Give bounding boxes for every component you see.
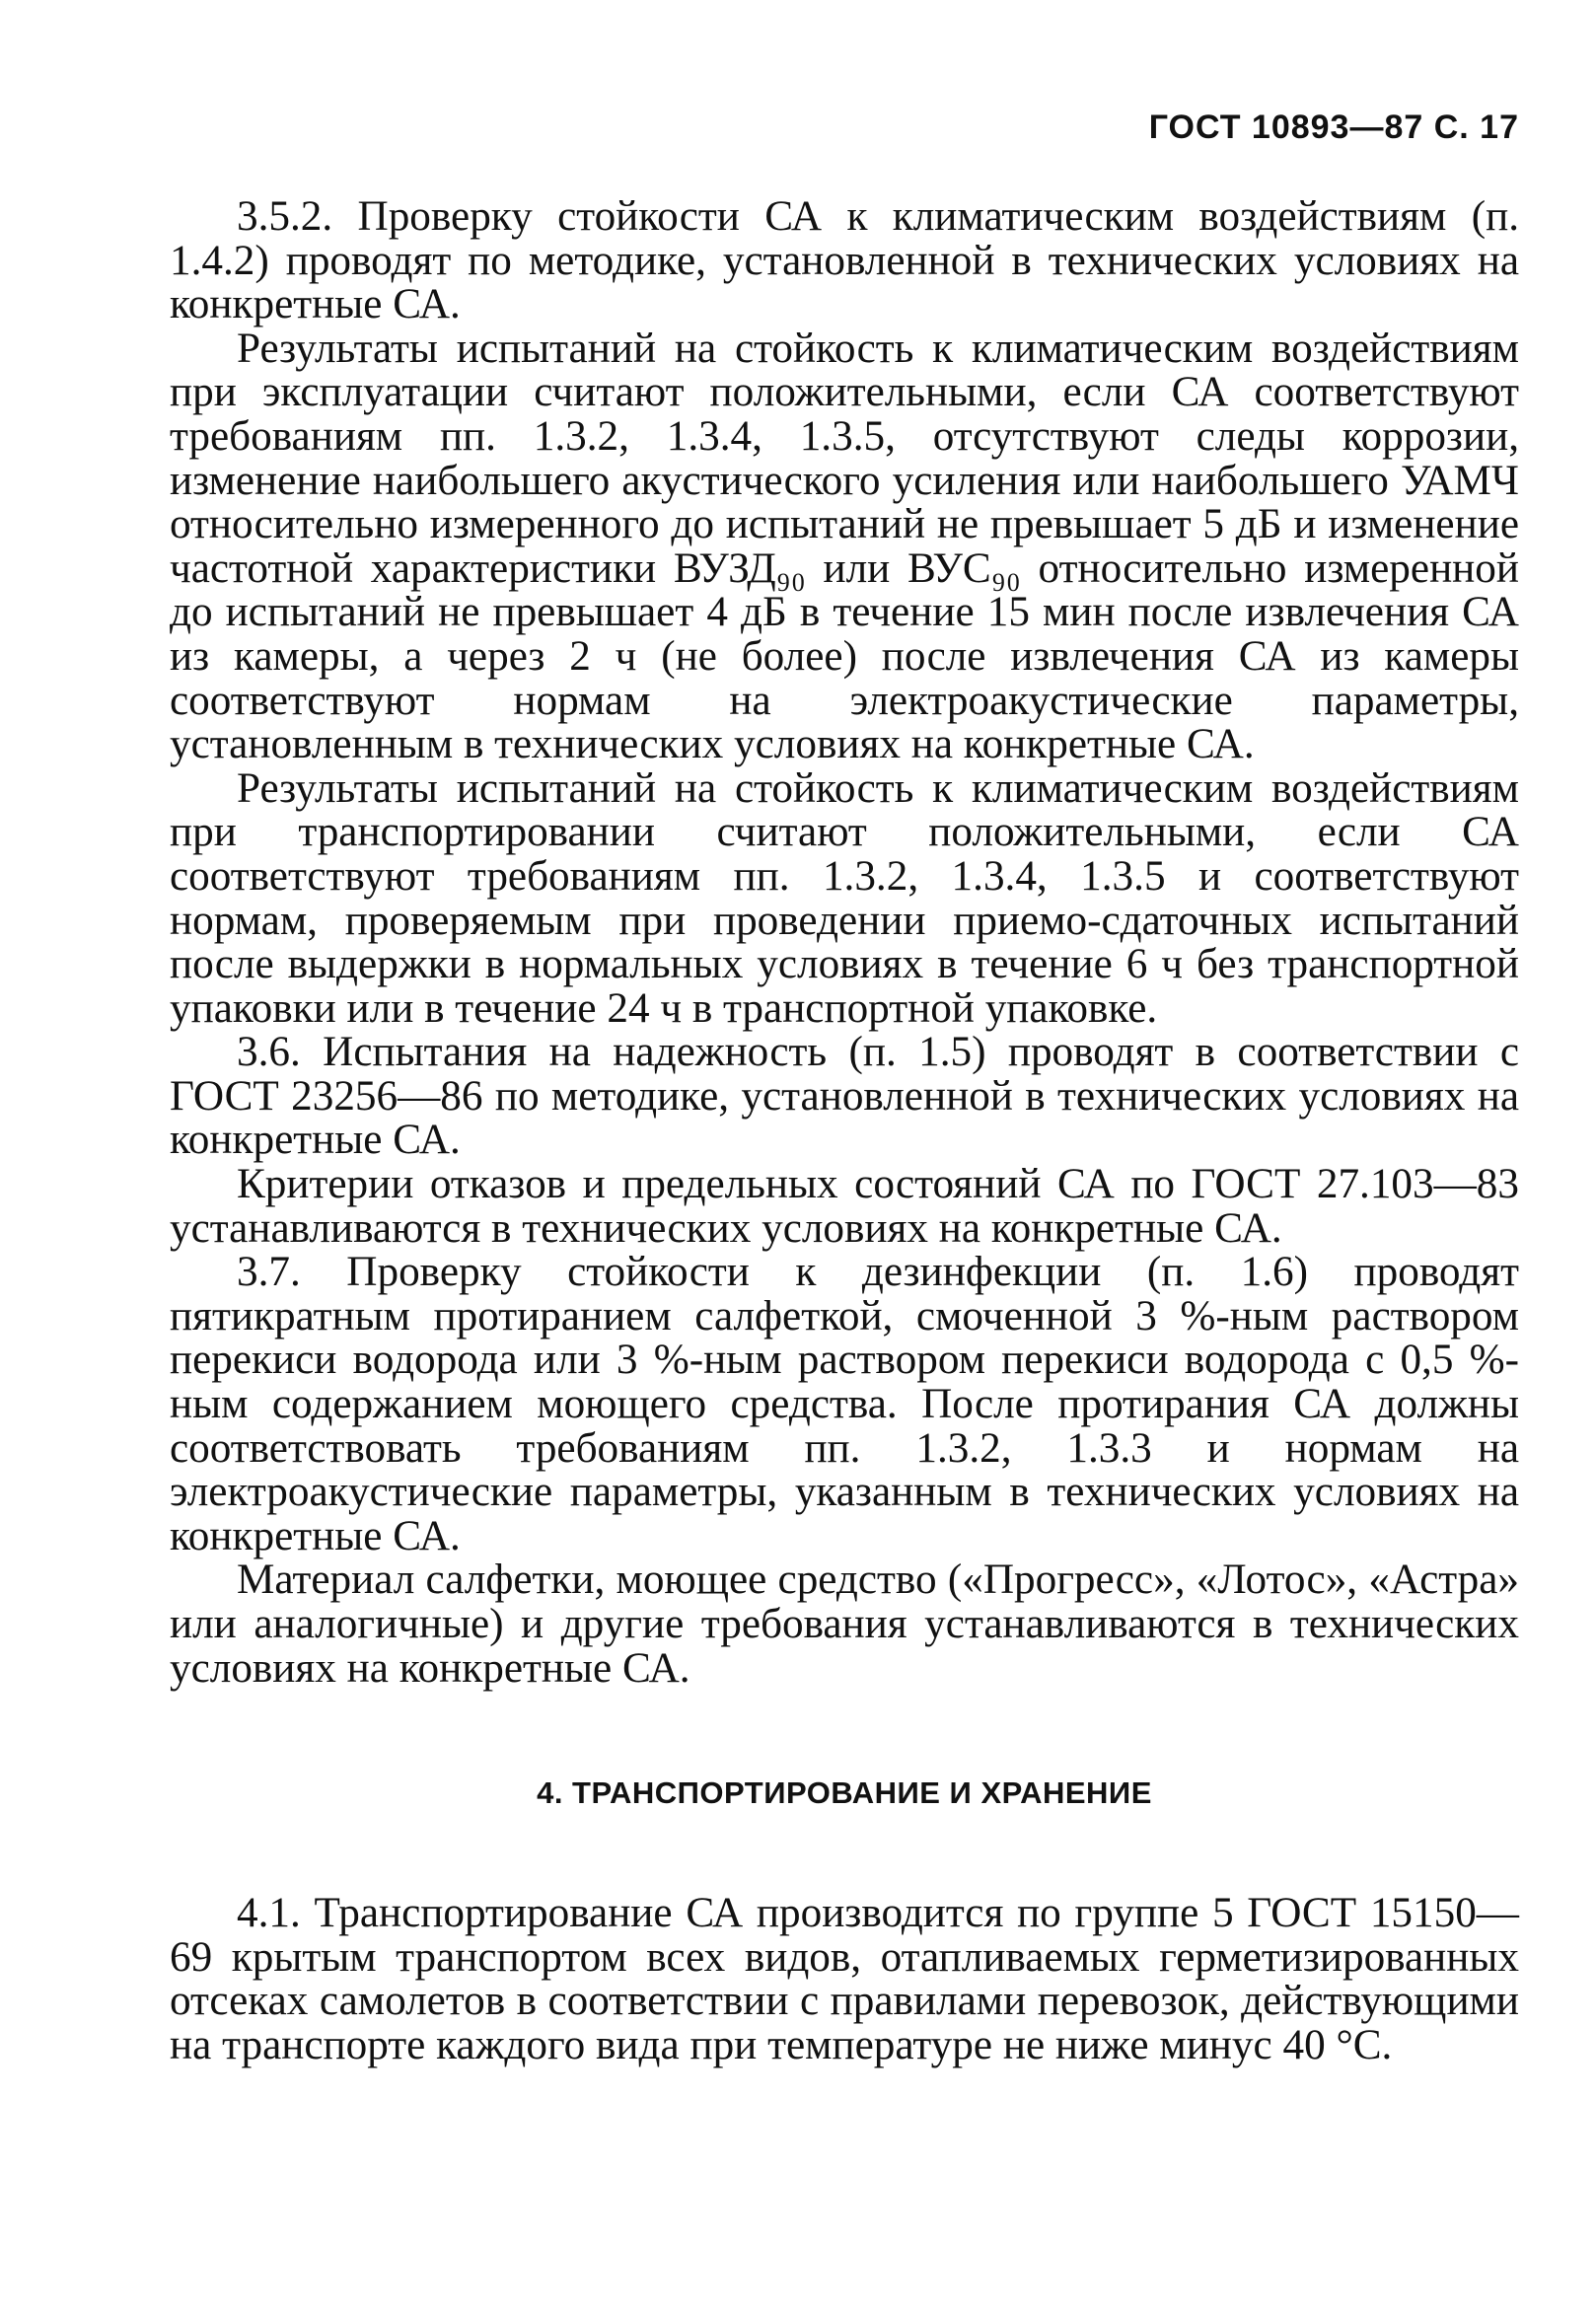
body-text (170, 195, 1519, 2068)
section-heading: 4. ТРАНСПОРТИРОВАНИЕ И ХРАНЕНИЕ (537, 1775, 1152, 1811)
paragraph-climatic-operation-results: Результаты испытаний на стойкость к климатическим воздействиям при эксплуатации считают положительными, если СА соответствуют требованиям пп. 1.3.2, 1.3.4, 1.3.5, отсутствуют следы коррозии, изменение наибольшего акустического усиления или наибольшего УАМЧ относительно измеренного до испытаний не превышает 5 дБ и изменение частотной характеристики ВУЗД₉₀ или ВУС₉₀ относительно измеренной до испытаний не превышает 4 дБ в течение 15 мин после извлечения СА из камеры, а через 2 ч (не более) после извлечения СА из камеры соответствуют нормам на электроакустические параметры, установленным в технических условиях на конкретные СА. (170, 325, 1519, 768)
paragraph-wipe-material: Материал салфетки, моющее средство («Прогресс», «Лотос», «Астра» или аналогичные) и другие требования устанавливаются в технических условиях на конкретные СА. (170, 1556, 1519, 1692)
running-header: ГОСТ 10893—87 С. 17 (1148, 109, 1519, 146)
paragraph-climatic-transport-results: Результаты испытаний на стойкость к климатическим воздействиям при транспортировании считают положительными, если СА соответствуют требованиям пп. 1.3.2, 1.3.4, 1.3.5 и соответствуют нормам, проверяемым при проведении приемо-сдаточных испытаний после выдержки в нормальных условиях в течение 6 ч без транспортной упаковки или в течение 24 ч в транспортной упаковке. (170, 764, 1519, 1032)
paragraph-4-1: 4.1. Транспортирование СА производится по группе 5 ГОСТ 15150—69 крытым транспортом всех видов, отапливаемых герметизированных отсеках самолетов в соответствии с правилами перевозок, действующими на транспорте каждого вида при температуре не ниже минус 40 °С. (170, 1890, 1519, 2068)
paragraph-failure-criteria: Критерии отказов и предельных состояний СА по ГОСТ 27.103—83 устанавливаются в технических условиях на конкретные СА. (170, 1161, 1519, 1252)
paragraph-3-6: 3.6. Испытания на надежность (п. 1.5) проводят в соответствии с ГОСТ 23256—86 по методике, установленной в технических условиях на конкретные СА. (170, 1029, 1519, 1164)
paragraph-3-7: 3.7. Проверку стойкости к дезинфекции (п. 1.6) проводят пятикратным протиранием салфеткой, смоченной 3 %-ным раствором перекиси водорода или 3 %-ным раствором перекиси водорода с 0,5 %-ным содержанием моющего средства. После протирания СА должны соответствовать требованиям пп. 1.3.2, 1.3.3 и нормам на электроакустические параметры, указанным в технических условиях на конкретные СА. (170, 1249, 1519, 1559)
paragraph-3-5-2: 3.5.2. Проверку стойкости СА к климатическим воздействиям (п. 1.4.2) проводят по методике, установленной в технических условиях на конкретные СА. (170, 193, 1519, 328)
